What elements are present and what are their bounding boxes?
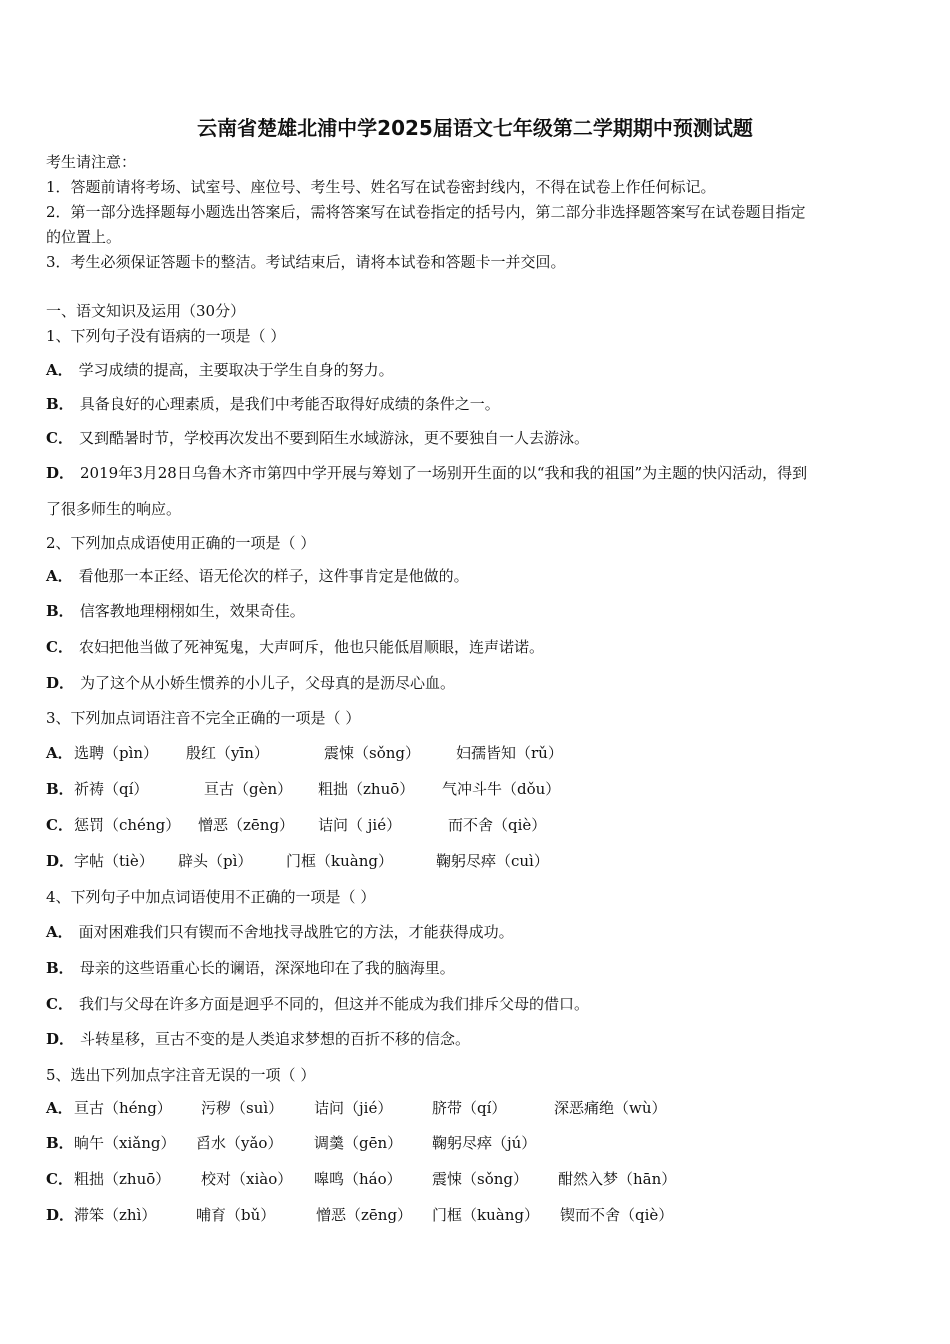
q2-option-c bbox=[46, 637, 544, 657]
option-text: 学习成绩的提高，主要取决于学生自身的努力。 bbox=[78, 361, 394, 379]
q5-d-item-1: 滞笨（zhì） bbox=[74, 1206, 157, 1224]
q4-option-d bbox=[46, 1029, 470, 1049]
notice-item-1: 1．答题前请将考场、试室号、座位号、考生号、姓名写在试卷密封线内，不得在试卷上作任何标记。 bbox=[46, 178, 716, 196]
q4-option-a bbox=[46, 922, 514, 942]
option-key: B． bbox=[46, 959, 74, 977]
option-key: B． bbox=[46, 780, 74, 798]
option-text: 我们与父母在许多方面是迥乎不同的，但这并不能成为我们排斥父母的借口。 bbox=[78, 995, 589, 1013]
option-text: 斗转星移，亘古不变的是人类追求梦想的百折不移的信念。 bbox=[80, 1030, 471, 1048]
option-key: B． bbox=[46, 1134, 74, 1152]
q5-a-item-3: 诘问（jié） bbox=[314, 1099, 393, 1117]
q2-option-a bbox=[46, 566, 469, 586]
q5-stem: 5、选出下列加点字注音无误的一项（ ） bbox=[46, 1066, 316, 1084]
q5-d-item-4: 门框（kuàng） bbox=[432, 1206, 539, 1224]
q3-option-a bbox=[46, 743, 906, 765]
q2-option-b bbox=[46, 601, 305, 621]
option-text: 看他那一本正经、语无伦次的样子，这件事肯定是他做的。 bbox=[78, 567, 469, 585]
option-text: 又到酷暑时节，学校再次发出不要到陌生水域游泳，更不要独自一人去游泳。 bbox=[78, 429, 589, 447]
q5-d-item-3: 憎恶（zēng） bbox=[316, 1206, 413, 1224]
section-heading: 一、语文知识及运用（30分） bbox=[46, 302, 246, 320]
q5-a-item-4: 脐带（qí） bbox=[432, 1099, 507, 1117]
q5-d-item-5: 锲而不舍（qiè） bbox=[560, 1206, 674, 1224]
q1-option-a bbox=[46, 360, 394, 380]
q5-option-d bbox=[46, 1205, 906, 1227]
q5-b-item-2: 舀水（yǎo） bbox=[196, 1134, 283, 1152]
q5-c-item-3: 嗥鸣（háo） bbox=[314, 1170, 402, 1188]
q5-c-item-5: 酣然入梦（hān） bbox=[558, 1170, 677, 1188]
q1-option-b bbox=[46, 394, 500, 414]
q3-option-b bbox=[46, 779, 906, 801]
q2-option-d bbox=[46, 673, 455, 693]
q3-a-item-1: 选聘（pìn） bbox=[74, 744, 159, 762]
option-key: D． bbox=[46, 674, 75, 692]
q3-c-item-1: 惩罚（chéng） bbox=[74, 816, 181, 834]
q5-d-item-2: 哺育（bǔ） bbox=[196, 1206, 276, 1224]
notice-item-2-cont: 的位置上。 bbox=[46, 228, 122, 246]
q4-option-c bbox=[46, 994, 589, 1014]
option-key: A． bbox=[46, 567, 73, 585]
option-text: 为了这个从小娇生惯养的小儿子，父母真的是沥尽心血。 bbox=[80, 674, 456, 692]
q3-stem: 3、下列加点词语注音不完全正确的一项是（ ） bbox=[46, 709, 361, 727]
q3-a-item-4: 妇孺皆知（rǔ） bbox=[456, 744, 563, 762]
q3-option-d bbox=[46, 851, 906, 873]
q5-option-b bbox=[46, 1133, 906, 1155]
option-key: D． bbox=[46, 464, 75, 482]
option-key: C． bbox=[46, 429, 73, 447]
notice-heading: 考生请注意： bbox=[46, 153, 137, 171]
q3-b-item-4: 气冲斗牛（dǒu） bbox=[442, 780, 561, 798]
q5-a-item-2: 污秽（suì） bbox=[201, 1099, 284, 1117]
notice-item-3: 3．考生必须保证答题卡的整洁。考试结束后，请将本试卷和答题卡一并交回。 bbox=[46, 253, 566, 271]
q2-stem: 2、下列加点成语使用正确的一项是（ ） bbox=[46, 534, 316, 552]
q4-stem: 4、下列句子中加点词语使用不正确的一项是（ ） bbox=[46, 888, 376, 906]
option-key: B． bbox=[46, 395, 74, 413]
q5-option-c bbox=[46, 1169, 906, 1191]
option-key: C． bbox=[46, 995, 73, 1013]
q4-option-b bbox=[46, 958, 455, 978]
q3-d-item-3: 门框（kuàng） bbox=[286, 852, 393, 870]
q3-c-item-2: 憎恶（zēng） bbox=[198, 816, 295, 834]
option-key: C． bbox=[46, 1170, 73, 1188]
option-key: D． bbox=[46, 852, 75, 870]
q3-c-item-3: 诘问（ jié） bbox=[318, 816, 402, 834]
option-text: 母亲的这些语重心长的谰语，深深地印在了我的脑海里。 bbox=[79, 959, 455, 977]
q3-d-item-2: 辟头（pì） bbox=[178, 852, 253, 870]
q3-a-item-3: 震悚（sǒng） bbox=[324, 744, 420, 762]
option-text: 面对困难我们只有锲而不舍地找寻战胜它的方法，才能获得成功。 bbox=[78, 923, 514, 941]
option-key: D． bbox=[46, 1206, 75, 1224]
q5-b-item-3: 调羹（gēn） bbox=[314, 1134, 403, 1152]
option-text: 信客教地理栩栩如生，效果奇佳。 bbox=[79, 602, 305, 620]
option-key: B． bbox=[46, 602, 74, 620]
q5-c-item-4: 震悚（sǒng） bbox=[432, 1170, 528, 1188]
option-key: D． bbox=[46, 1030, 75, 1048]
option-key: C． bbox=[46, 638, 73, 656]
option-text: 具备良好的心理素质，是我们中考能否取得好成绩的条件之一。 bbox=[79, 395, 500, 413]
q1-option-d-cont: 了很多师生的响应。 bbox=[46, 500, 182, 518]
q3-d-item-1: 字帖（tiè） bbox=[74, 852, 154, 870]
q1-option-d bbox=[46, 463, 807, 483]
q3-b-item-2: 亘古（gèn） bbox=[204, 780, 293, 798]
q3-a-item-2: 殷红（yīn） bbox=[186, 744, 269, 762]
option-key: A． bbox=[46, 923, 73, 941]
option-key: A． bbox=[46, 744, 73, 762]
q5-a-item-1: 亘古（héng） bbox=[74, 1099, 172, 1117]
q5-a-item-5: 深恶痛绝（wù） bbox=[554, 1099, 667, 1117]
option-key: A． bbox=[46, 361, 73, 379]
option-key: C． bbox=[46, 816, 73, 834]
option-text: 农妇把他当做了死神冤鬼，大声呵斥，他也只能低眉顺眼，连声诺诺。 bbox=[78, 638, 544, 656]
q3-b-item-3: 粗拙（zhuō） bbox=[318, 780, 415, 798]
q3-option-c bbox=[46, 815, 906, 837]
q5-c-item-1: 粗拙（zhuō） bbox=[74, 1170, 171, 1188]
q1-option-c bbox=[46, 428, 589, 448]
notice-item-2: 2．第一部分选择题每小题选出答案后，需将答案写在试卷指定的括号内，第二部分非选择题答案写在试卷题目指定 bbox=[46, 203, 806, 221]
q3-d-item-4: 鞠躬尽瘁（cuì） bbox=[436, 852, 549, 870]
option-key: A． bbox=[46, 1099, 73, 1117]
q5-option-a bbox=[46, 1098, 906, 1120]
q5-c-item-2: 校对（xiào） bbox=[201, 1170, 293, 1188]
q5-b-item-4: 鞠躬尽瘁（jú） bbox=[432, 1134, 537, 1152]
q1-stem: 1、下列句子没有语病的一项是（ ） bbox=[46, 327, 286, 345]
page-title: 云南省楚雄北浦中学2025届语文七年级第二学期期中预测试题 bbox=[197, 116, 753, 140]
option-text: 2019年3月28日乌鲁木齐市第四中学开展与筹划了一场别开生面的以“我和我的祖国”为主题的快闪活动，得到 bbox=[80, 464, 808, 482]
q5-b-item-1: 晌午（xiǎng） bbox=[74, 1134, 176, 1152]
q3-b-item-1: 祈祷（qí） bbox=[74, 780, 149, 798]
q3-c-item-4: 而不舍（qiè） bbox=[448, 816, 547, 834]
